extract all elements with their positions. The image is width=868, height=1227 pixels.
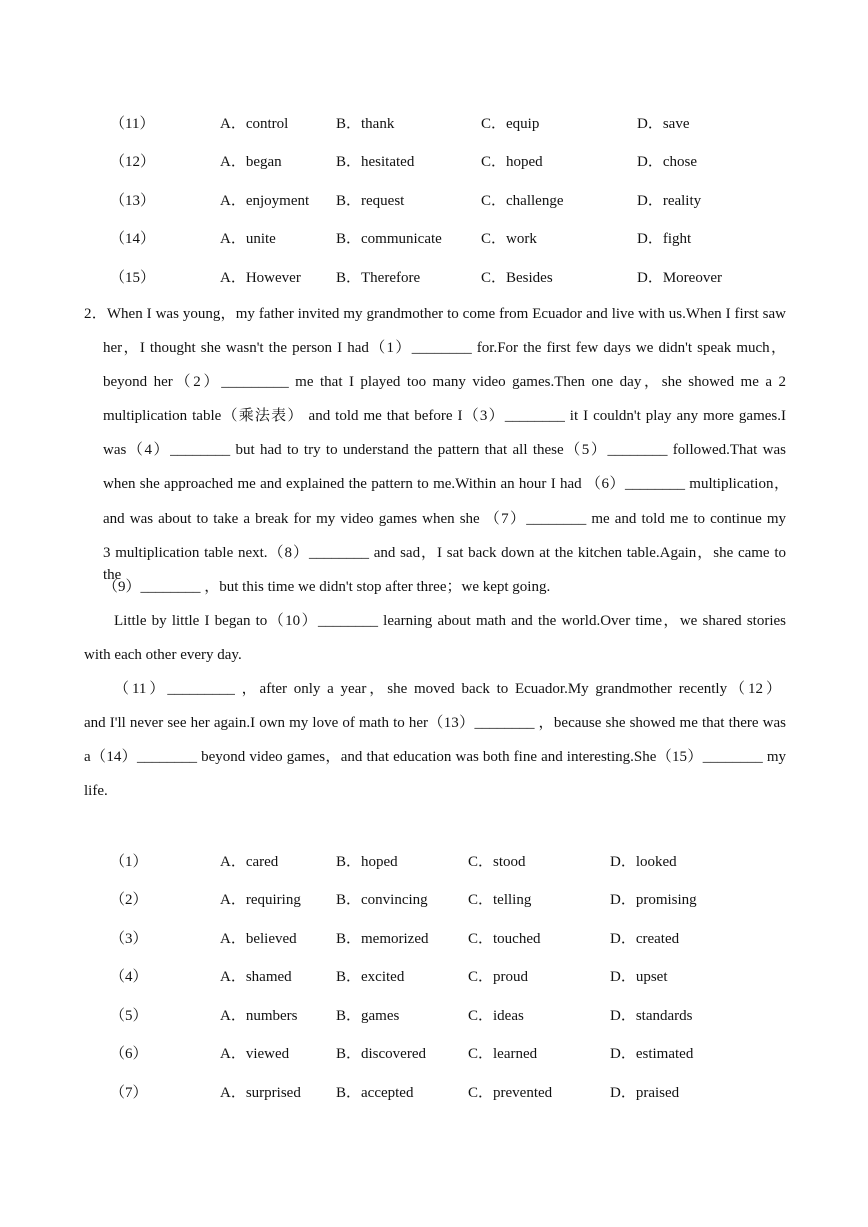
option-b: B．hoped [336,854,398,870]
option-a: A．unite [220,231,276,247]
passage-line: life. [84,783,108,799]
option-row [0,1082,868,1104]
option-c: C．hoped [481,154,543,170]
option-a: A．began [220,154,282,170]
option-b: B．hesitated [336,154,415,170]
option-d: D．fight [637,231,692,247]
option-a: A．numbers [220,1008,298,1024]
passage-line: was（4）________ but had to try to understand the pattern that all these（5）________ followed.That was [103,442,786,458]
option-a: A．viewed [220,1046,290,1062]
option-d: D．save [637,116,690,132]
option-c: C．telling [468,892,532,908]
option-b: B．communicate [336,231,442,247]
question-number: （13） [110,193,156,209]
option-d: D．Moreover [637,270,722,286]
option-row [0,190,868,212]
option-d: D．looked [610,854,677,870]
option-c: C．equip [481,116,540,132]
option-row [0,851,868,873]
question-number: （2） [110,892,148,908]
option-row [0,889,868,911]
option-b: B．convincing [336,892,428,908]
option-row [0,151,868,173]
option-b: B．accepted [336,1085,414,1101]
passage-line: with each other every day. [84,647,242,663]
option-b: B．excited [336,969,405,985]
option-row [0,267,868,289]
question-number: （1） [110,854,148,870]
option-row [0,113,868,135]
passage-line: her，I thought she wasn't the person I had（1）________ for.For the first few days we didn't speak much， [103,340,786,356]
option-row [0,228,868,250]
passage-line: and I'll never see her again.I own my love of math to her（13）________ ，because she showed me that there was [84,715,786,731]
option-b: B．request [336,193,405,209]
option-row [0,1005,868,1027]
option-row [0,966,868,988]
passage-line: 2．When I was young，my father invited my grandmother to come from Ecuador and live with us.When I first saw [84,306,786,322]
option-b: B．thank [336,116,395,132]
option-d: D．promising [610,892,697,908]
passage-line: multiplication table（乘法表） and told me that before I（3）________ it I couldn't play any more games.I [103,408,786,424]
option-d: D．created [610,931,680,947]
option-c: C．ideas [468,1008,524,1024]
option-a: A．believed [220,931,297,947]
option-d: D．standards [610,1008,693,1024]
question-number: （4） [110,969,148,985]
option-b: B．games [336,1008,400,1024]
question-number: （11） [110,116,155,132]
passage-line: 3 multiplication table next.（8）________ and sad，I sat back down at the kitchen table.Again，she came to the [103,545,786,583]
passage-line: beyond her（2）_________ me that I played too many video games.Then one day，she showed me a 2 [103,374,786,390]
option-a: A．enjoyment [220,193,310,209]
question-number: （5） [110,1008,148,1024]
passage-line: a（14）________ beyond video games，and that education was both fine and interesting.She（15）________ my [84,749,786,765]
option-a: A．shamed [220,969,292,985]
option-b: B．Therefore [336,270,421,286]
option-c: C．touched [468,931,541,947]
option-b: B．memorized [336,931,429,947]
passage-line: and was about to take a break for my video games when she （7）________ me and told me to continue my [103,511,786,527]
option-a: A．surprised [220,1085,301,1101]
option-d: D．chose [637,154,697,170]
passage-line: when she approached me and explained the pattern to me.Within an hour I had （6）________ multiplication， [103,476,789,492]
option-c: C．Besides [481,270,553,286]
option-d: D．upset [610,969,668,985]
option-a: A．control [220,116,289,132]
option-a: A．cared [220,854,279,870]
question-number: （3） [110,931,148,947]
option-a: A．requiring [220,892,301,908]
option-d: D．reality [637,193,702,209]
passage-line: Little by little I began to（10）________ learning about math and the world.Over time，we shared stories [114,613,786,629]
question-number: （15） [110,270,156,286]
question-number: （12） [110,154,156,170]
option-c: C．work [481,231,537,247]
passage-line: （9）________ ，but this time we didn't stop after three；we kept going. [103,579,551,595]
option-c: C．learned [468,1046,538,1062]
option-d: D．estimated [610,1046,694,1062]
passage-line: （11）_________ ，after only a year，she moved back to Ecuador.My grandmother recently（12） [114,681,781,697]
question-number: （7） [110,1085,148,1101]
question-number: （6） [110,1046,148,1062]
option-c: C．proud [468,969,529,985]
option-c: C．challenge [481,193,564,209]
question-number: （14） [110,231,156,247]
option-a: A．However [220,270,301,286]
option-d: D．praised [610,1085,680,1101]
option-c: C．prevented [468,1085,553,1101]
option-row [0,928,868,950]
option-row [0,1043,868,1065]
option-b: B．discovered [336,1046,426,1062]
option-c: C．stood [468,854,526,870]
